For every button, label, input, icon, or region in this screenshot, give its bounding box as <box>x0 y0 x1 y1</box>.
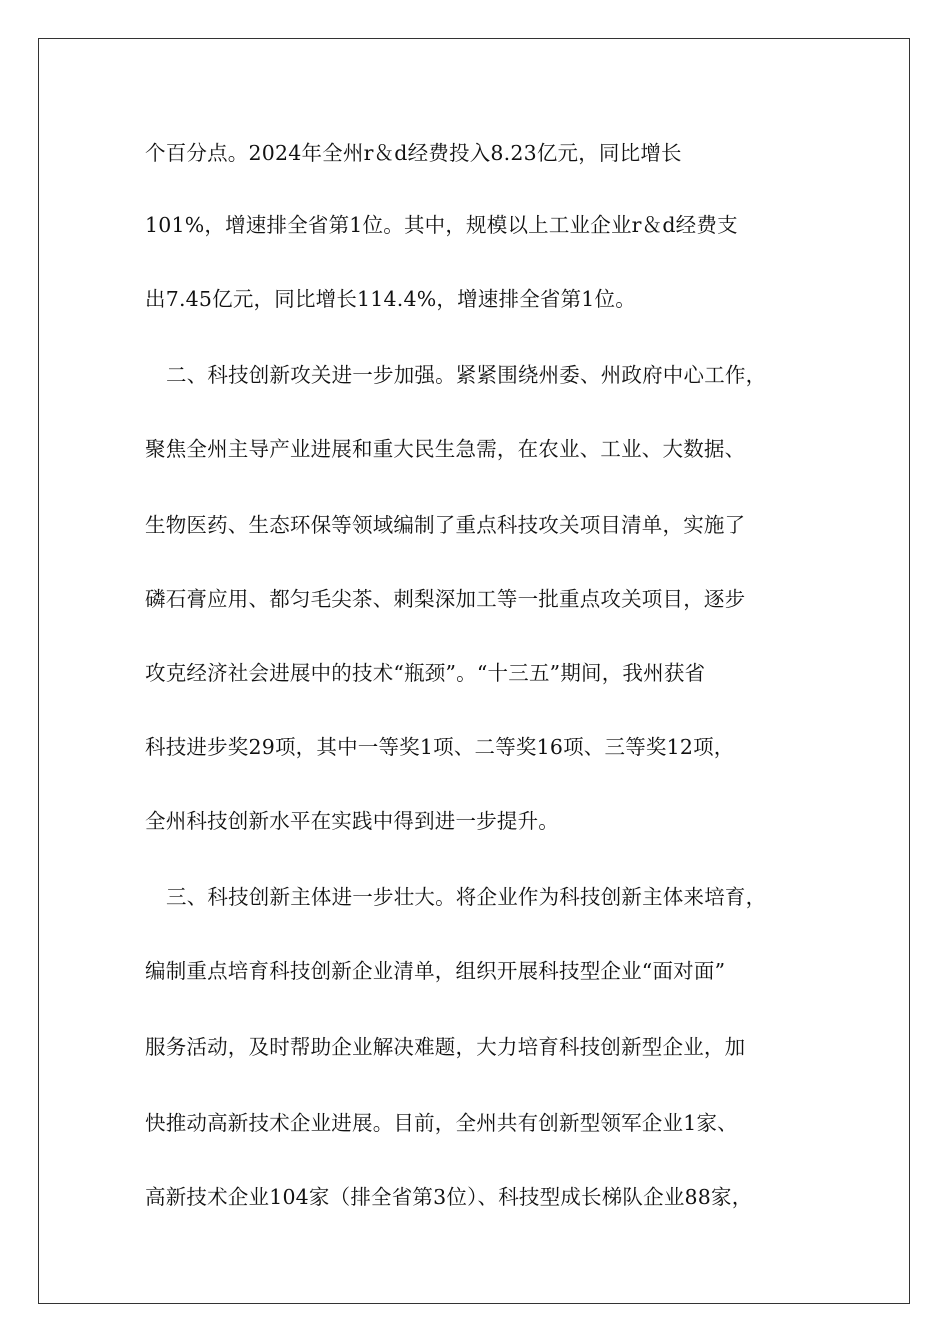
body-text-line: 快推动高新技术企业进展。目前，全州共有创新型领军企业1家、 <box>145 1111 738 1135</box>
body-text-line: 聚焦全州主导产业进展和重大民生急需，在农业、工业、大数据、 <box>145 437 746 461</box>
body-text-line: 个百分点。2024年全州r＆d经费投入8.23亿元，同比增长 <box>145 141 682 165</box>
body-text-line: 服务活动，及时帮助企业解决难题，大力培育科技创新型企业，加 <box>145 1035 746 1059</box>
body-text-line: 生物医药、生态环保等领域编制了重点科技攻关项目清单，实施了 <box>145 513 746 537</box>
body-text-line: 101%，增速排全省第1位。其中，规模以上工业企业r＆d经费支 <box>145 213 738 237</box>
body-text-line: 攻克经济社会进展中的技术“瓶颈”。“十三五”期间，我州获省 <box>145 661 706 685</box>
body-text-line: 高新技术企业104家（排全省第3位）、科技型成长梯队企业88家， <box>145 1185 753 1209</box>
body-text-line: 编制重点培育科技创新企业清单，组织开展科技型企业“面对面” <box>145 959 726 983</box>
body-text-line: 科技进步奖29项，其中一等奖1项、二等奖16项、三等奖12项， <box>145 735 735 759</box>
section-heading-line: 二、科技创新攻关进一步加强。紧紧围绕州委、州政府中心工作， <box>166 363 767 387</box>
body-text-line: 全州科技创新水平在实践中得到进一步提升。 <box>145 809 559 833</box>
body-text-line: 磷石膏应用、都匀毛尖茶、刺梨深加工等一批重点攻关项目，逐步 <box>145 587 746 611</box>
body-text-line: 出7.45亿元，同比增长114.4%，增速排全省第1位。 <box>145 287 636 311</box>
section-heading-line: 三、科技创新主体进一步壮大。将企业作为科技创新主体来培育， <box>166 885 767 909</box>
